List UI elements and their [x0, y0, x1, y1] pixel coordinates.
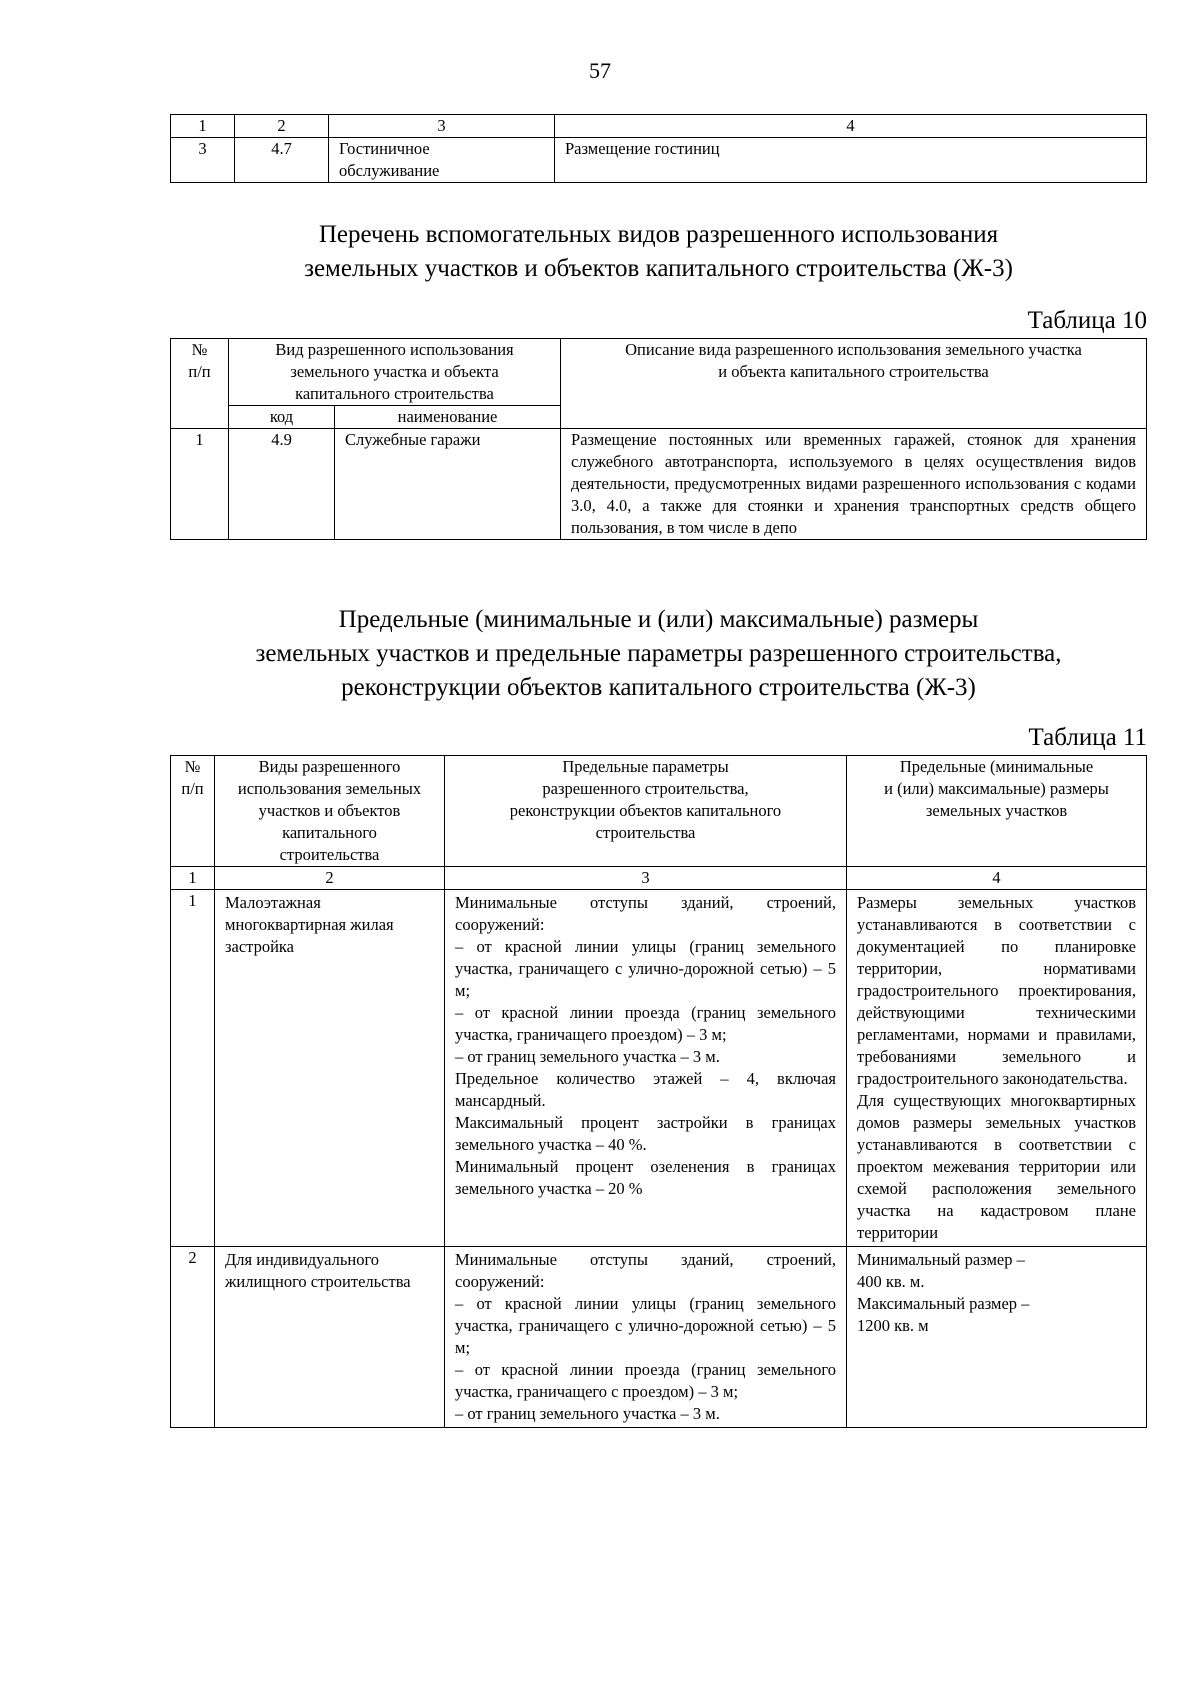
top-table-header-cell: 3 [329, 115, 555, 138]
col-number: 3 [445, 867, 847, 890]
table-cell: Гостиничное обслуживание [329, 138, 555, 183]
cell-sizes: Размеры земельных участков устанавливаются в соответствии с документацией по планировке территории, нормативами градостроительного проектирования, действующими техническими регламентами, нормами и правилами, требованиями земельного и градостроительного законодательства. Для существующих многоквартирных домов размеры земельных участков устанавливаются в соответствии с проектом межевания территории или схемой расположения земельного участка на кадастровом плане территории [847, 890, 1147, 1247]
table-row [171, 890, 1147, 1247]
cell-type: Малоэтажная многоквартирная жилая застройка [215, 890, 445, 1247]
cell-params: Минимальные отступы зданий, строений, сооружений: – от красной линии улицы (границ земельного участка, граничащего с улично-дорожной сетью) – 5 м; – от красной линии проезда (границ земельного участка, граничащего с проездом) – 3 м; – от границ земельного участка – 3 м. [445, 1247, 847, 1428]
cell-params: Минимальные отступы зданий, строений, сооружений: – от красной линии улицы (границ земельного участка, граничащего с улично-дорожной сетью) – 5 м; – от красной линии проезда (границ земельного участка, граничащего проездом) – 3 м; – от границ земельного участка – 3 м. Предельное количество этажей – 4, включая мансардный. Максимальный процент застройки в границах земельного участка – 40 %. Минимальный процент озеленения в границах земельного участка – 20 % [445, 890, 847, 1247]
col-number: 4 [847, 867, 1147, 890]
table-header-row [171, 756, 1147, 867]
header-params: Предельные параметры разрешенного строительства, реконструкции объектов капитального строительства [445, 756, 847, 867]
table-row [171, 138, 1147, 183]
section-title: Перечень вспомогательных видов разрешенного использования земельных участков и объектов капитального строительства (Ж-3) [304, 221, 1013, 282]
cell-num: 2 [171, 1247, 215, 1428]
header-num: № п/п [171, 756, 215, 867]
page-number: 57 [589, 58, 611, 83]
header-vid: Вид разрешенного использования земельного участка и объекта капитального строительства [229, 339, 561, 406]
col-number: 1 [171, 867, 215, 890]
table-row [171, 429, 1147, 540]
header-sizes: Предельные (минимальные и (или) максимальные) размеры земельных участков [847, 756, 1147, 867]
table-row [171, 1247, 1147, 1428]
header-description: Описание вида разрешенного использования земельного участка и объекта капитального строительства [561, 339, 1147, 429]
cell-type: Для индивидуального жилищного строительства [215, 1247, 445, 1428]
table-11 [170, 755, 1147, 1428]
table-header-row [171, 339, 1147, 406]
header-types: Виды разрешенного использования земельных участков и объектов капитального строительства [215, 756, 445, 867]
header-code: код [229, 406, 335, 429]
table-caption: Таблица 11 [1028, 724, 1147, 751]
cell-description: Размещение постоянных или временных гаражей, стоянок для хранения служебного автотранспорта, используемого в целях осуществления видов деятельности, предусмотренных видами разрешенного использования с кодами 3.0, 4.0, а также для стоянки и хранения транспортных средств общего пользования, в том числе в депо [561, 429, 1147, 540]
section-title: Предельные (минимальные и (или) максимальные) размеры земельных участков и предельные параметры разрешенного строительства, реконструкции объектов капитального строительства (Ж-3) [255, 606, 1062, 701]
top-table-header-cell: 4 [555, 115, 1147, 138]
table-caption: Таблица 10 [1027, 307, 1147, 334]
table-col-number-row [171, 867, 1147, 890]
top-table-header-cell: 1 [171, 115, 235, 138]
header-name: наименование [335, 406, 561, 429]
table-cell: 3 [171, 138, 235, 183]
table-cell: Размещение гостиниц [555, 138, 1147, 183]
top-table-header-row [171, 115, 1147, 138]
col-number: 2 [215, 867, 445, 890]
header-num: № п/п [171, 339, 229, 429]
cell-code: 4.9 [229, 429, 335, 540]
table-10 [170, 338, 1147, 540]
table-cell: 4.7 [235, 138, 329, 183]
top-table-header-cell: 2 [235, 115, 329, 138]
cell-num: 1 [171, 890, 215, 1247]
top-table [170, 114, 1147, 183]
cell-sizes: Минимальный размер – 400 кв. м. Максимальный размер – 1200 кв. м [847, 1247, 1147, 1428]
cell-num: 1 [171, 429, 229, 540]
cell-name: Служебные гаражи [335, 429, 561, 540]
